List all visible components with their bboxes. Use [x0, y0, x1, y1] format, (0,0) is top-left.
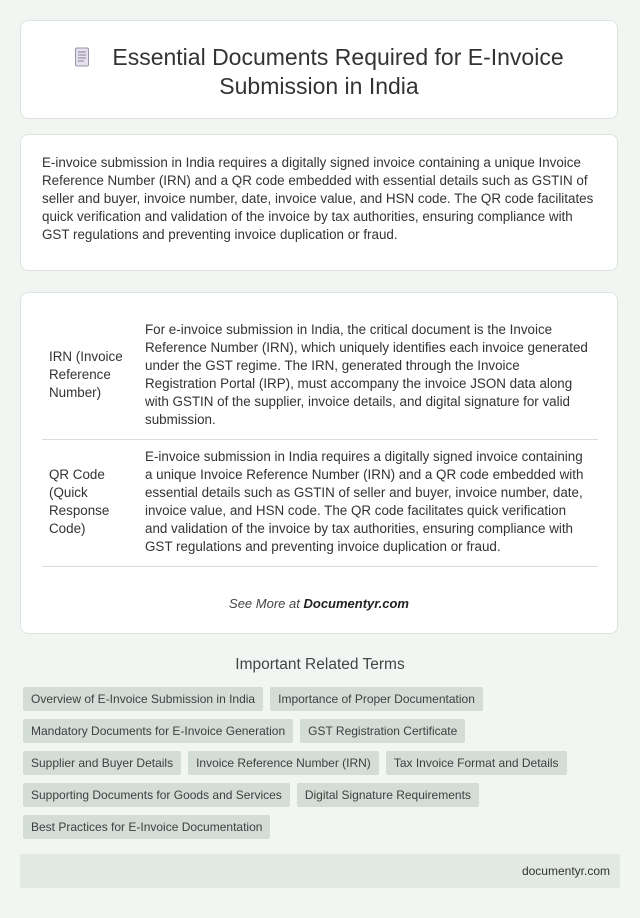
- related-term-tag[interactable]: Importance of Proper Documentation: [270, 687, 483, 711]
- tag-row: [23, 719, 623, 743]
- row-description: E-invoice submission in India requires a digitally signed invoice containing a unique Invoice Reference Number (IRN) and a QR code embedded with essential details such as GSTIN of seller and buyer, invoice number, date, invoice value, and HSN code. The QR code facilitates quick verification and validation of the invoice by tax authorities, ensuring compliance with GST regulations and preventing invoice duplication or fraud.: [145, 440, 598, 567]
- footer-site-link[interactable]: documentyr.com: [521, 864, 610, 878]
- related-terms-list: [23, 687, 623, 847]
- related-term-tag[interactable]: Best Practices for E-Invoice Documentation: [23, 815, 270, 839]
- related-term-tag[interactable]: Supporting Documents for Goods and Services: [23, 783, 290, 807]
- intro-paragraph: E-invoice submission in India requires a digitally signed invoice containing a unique Invoice Reference Number (IRN) and a QR code embedded with essential details such as GSTIN of seller and buyer, invoice number, date, invoice value, and HSN code. The QR code facilitates quick verification and validation of the invoice by tax authorities, ensuring compliance with GST regulations and preventing invoice duplication or fraud.: [42, 155, 594, 242]
- details-card: [20, 292, 618, 634]
- row-term: QR Code (Quick Response Code): [42, 440, 145, 567]
- table-row: [42, 313, 598, 440]
- related-term-tag[interactable]: Overview of E-Invoice Submission in India: [23, 687, 263, 711]
- related-term-tag[interactable]: Digital Signature Requirements: [297, 783, 479, 807]
- title-card: [20, 20, 618, 119]
- footer: [20, 854, 620, 888]
- page-title: [21, 43, 617, 101]
- see-more-line: [21, 596, 617, 611]
- document-icon: [74, 45, 90, 65]
- row-description: For e-invoice submission in India, the critical document is the Invoice Reference Number (IRN), which uniquely identifies each invoice generated under the GST regime. The IRN, generated through the Invoice Registration Portal (IRP), must accompany the invoice JSON data along with GSTIN of the supplier, invoice details, and digital signature for valid submission.: [145, 313, 598, 440]
- related-term-tag[interactable]: GST Registration Certificate: [300, 719, 465, 743]
- related-terms-heading: Important Related Terms: [235, 656, 405, 673]
- tag-row: [23, 687, 623, 711]
- row-term: IRN (Invoice Reference Number): [42, 313, 145, 440]
- title-line-1: Essential Documents Required for E-Invoice: [112, 44, 564, 70]
- tag-row: [23, 783, 623, 807]
- table-row: [42, 440, 598, 567]
- intro-card: [20, 134, 618, 271]
- related-term-tag[interactable]: Tax Invoice Format and Details: [386, 751, 567, 775]
- details-table: [42, 313, 598, 567]
- tag-row: [23, 815, 623, 839]
- tag-row: [23, 751, 623, 775]
- related-term-tag[interactable]: Mandatory Documents for E-Invoice Generation: [23, 719, 293, 743]
- title-line-2: Submission in India: [219, 73, 419, 99]
- related-term-tag[interactable]: Supplier and Buyer Details: [23, 751, 181, 775]
- see-more-link[interactable]: Documentyr.com: [303, 596, 409, 611]
- see-more-prefix: See More at: [229, 596, 300, 611]
- related-term-tag[interactable]: Invoice Reference Number (IRN): [188, 751, 379, 775]
